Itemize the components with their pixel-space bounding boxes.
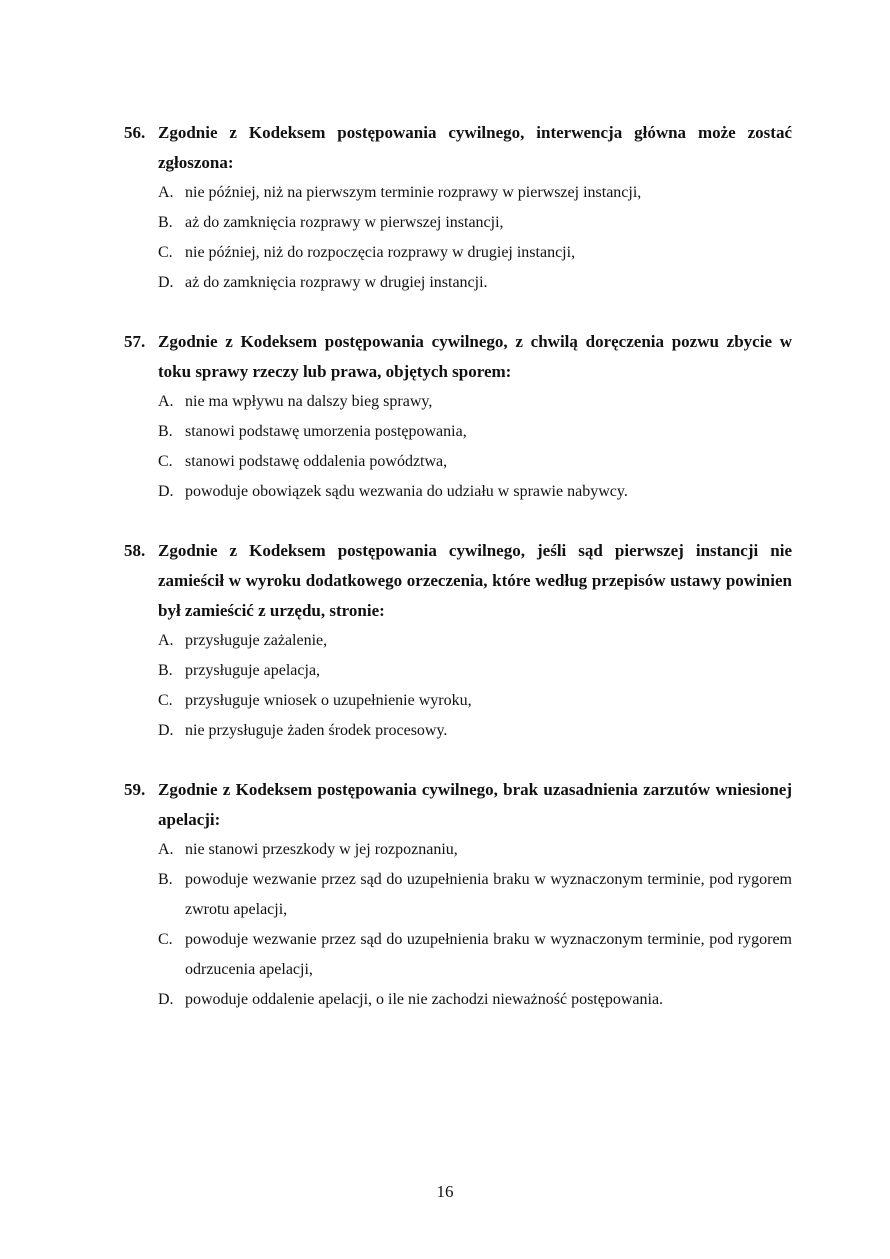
option-letter: B.	[158, 662, 173, 679]
answer-option-a	[158, 835, 792, 865]
answer-option-b	[158, 208, 792, 238]
question-number: 58.	[124, 541, 146, 560]
option-letter: B.	[158, 423, 173, 440]
answer-option-b	[158, 656, 792, 686]
question-number: 59.	[124, 780, 146, 799]
option-text: nie stanowi przeszkody w jej rozpoznaniu,	[185, 841, 458, 858]
answer-option-b	[158, 865, 792, 925]
question-number: 56.	[124, 123, 146, 142]
answer-option-c	[158, 686, 792, 716]
option-text: nie później, niż na pierwszym terminie rozprawy w pierwszej instancji,	[185, 184, 642, 201]
question-text: Zgodnie z Kodeksem postępowania cywilnego, z chwilą doręczenia pozwu zbycie w toku sprawy rzeczy lub prawa, objętych sporem:	[158, 332, 792, 381]
page-number: 16	[436, 1182, 454, 1201]
option-letter: C.	[158, 692, 173, 709]
question-56	[124, 118, 792, 298]
option-text: powoduje oddalenie apelacji, o ile nie zachodzi nieważność postępowania.	[185, 991, 664, 1008]
option-text: stanowi podstawę oddalenia powództwa,	[185, 453, 448, 470]
answer-option-d	[158, 477, 792, 507]
option-text: powoduje wezwanie przez sąd do uzupełnienia braku w wyznaczonym terminie, pod rygorem odrzucenia apelacji,	[185, 931, 792, 978]
answer-options	[124, 835, 792, 1015]
option-letter: C.	[158, 453, 173, 470]
question-59	[124, 775, 792, 1015]
option-letter: A.	[158, 393, 174, 410]
option-letter: B.	[158, 871, 173, 888]
answer-option-c	[158, 447, 792, 477]
option-text: przysługuje wniosek o uzupełnienie wyroku,	[185, 692, 472, 709]
option-text: powoduje obowiązek sądu wezwania do udziału w sprawie nabywcy.	[185, 483, 628, 500]
option-text: powoduje wezwanie przez sąd do uzupełnienia braku w wyznaczonym terminie, pod rygorem zwrotu apelacji,	[185, 871, 792, 918]
option-text: nie ma wpływu na dalszy bieg sprawy,	[185, 393, 433, 410]
answer-option-d	[158, 716, 792, 746]
question-heading	[124, 118, 792, 178]
question-58	[124, 536, 792, 746]
answer-options	[124, 387, 792, 507]
answer-option-a	[158, 178, 792, 208]
option-text: aż do zamknięcia rozprawy w pierwszej instancji,	[185, 214, 504, 231]
question-57	[124, 327, 792, 507]
answer-option-d	[158, 985, 792, 1015]
option-letter: A.	[158, 841, 174, 858]
option-letter: D.	[158, 722, 174, 739]
answer-options	[124, 626, 792, 746]
option-letter: A.	[158, 632, 174, 649]
option-text: przysługuje zażalenie,	[185, 632, 328, 649]
option-letter: B.	[158, 214, 173, 231]
option-text: przysługuje apelacja,	[185, 662, 321, 679]
option-text: stanowi podstawę umorzenia postępowania,	[185, 423, 467, 440]
question-heading	[124, 536, 792, 626]
answer-option-a	[158, 387, 792, 417]
option-letter: D.	[158, 274, 174, 291]
answer-option-b	[158, 417, 792, 447]
answer-option-c	[158, 238, 792, 268]
option-text: aż do zamknięcia rozprawy w drugiej instancji.	[185, 274, 488, 291]
option-letter: C.	[158, 931, 173, 948]
question-text: Zgodnie z Kodeksem postępowania cywilnego, jeśli sąd pierwszej instancji nie zamieścił w wyroku dodatkowego orzeczenia, które według przepisów ustawy powinien był zamieścić z urzędu, stronie:	[158, 541, 792, 620]
option-letter: A.	[158, 184, 174, 201]
question-heading	[124, 775, 792, 835]
answer-option-a	[158, 626, 792, 656]
question-heading	[124, 327, 792, 387]
option-text: nie przysługuje żaden środek procesowy.	[185, 722, 448, 739]
question-number: 57.	[124, 332, 146, 351]
option-letter: D.	[158, 483, 174, 500]
answer-option-d	[158, 268, 792, 298]
question-text: Zgodnie z Kodeksem postępowania cywilnego, brak uzasadnienia zarzutów wniesionej apelacji:	[158, 780, 792, 829]
answer-options	[124, 178, 792, 298]
option-letter: D.	[158, 991, 174, 1008]
option-text: nie później, niż do rozpoczęcia rozprawy w drugiej instancji,	[185, 244, 576, 261]
answer-option-c	[158, 925, 792, 985]
question-text: Zgodnie z Kodeksem postępowania cywilnego, interwencja główna może zostać zgłoszona:	[158, 123, 792, 172]
option-letter: C.	[158, 244, 173, 261]
